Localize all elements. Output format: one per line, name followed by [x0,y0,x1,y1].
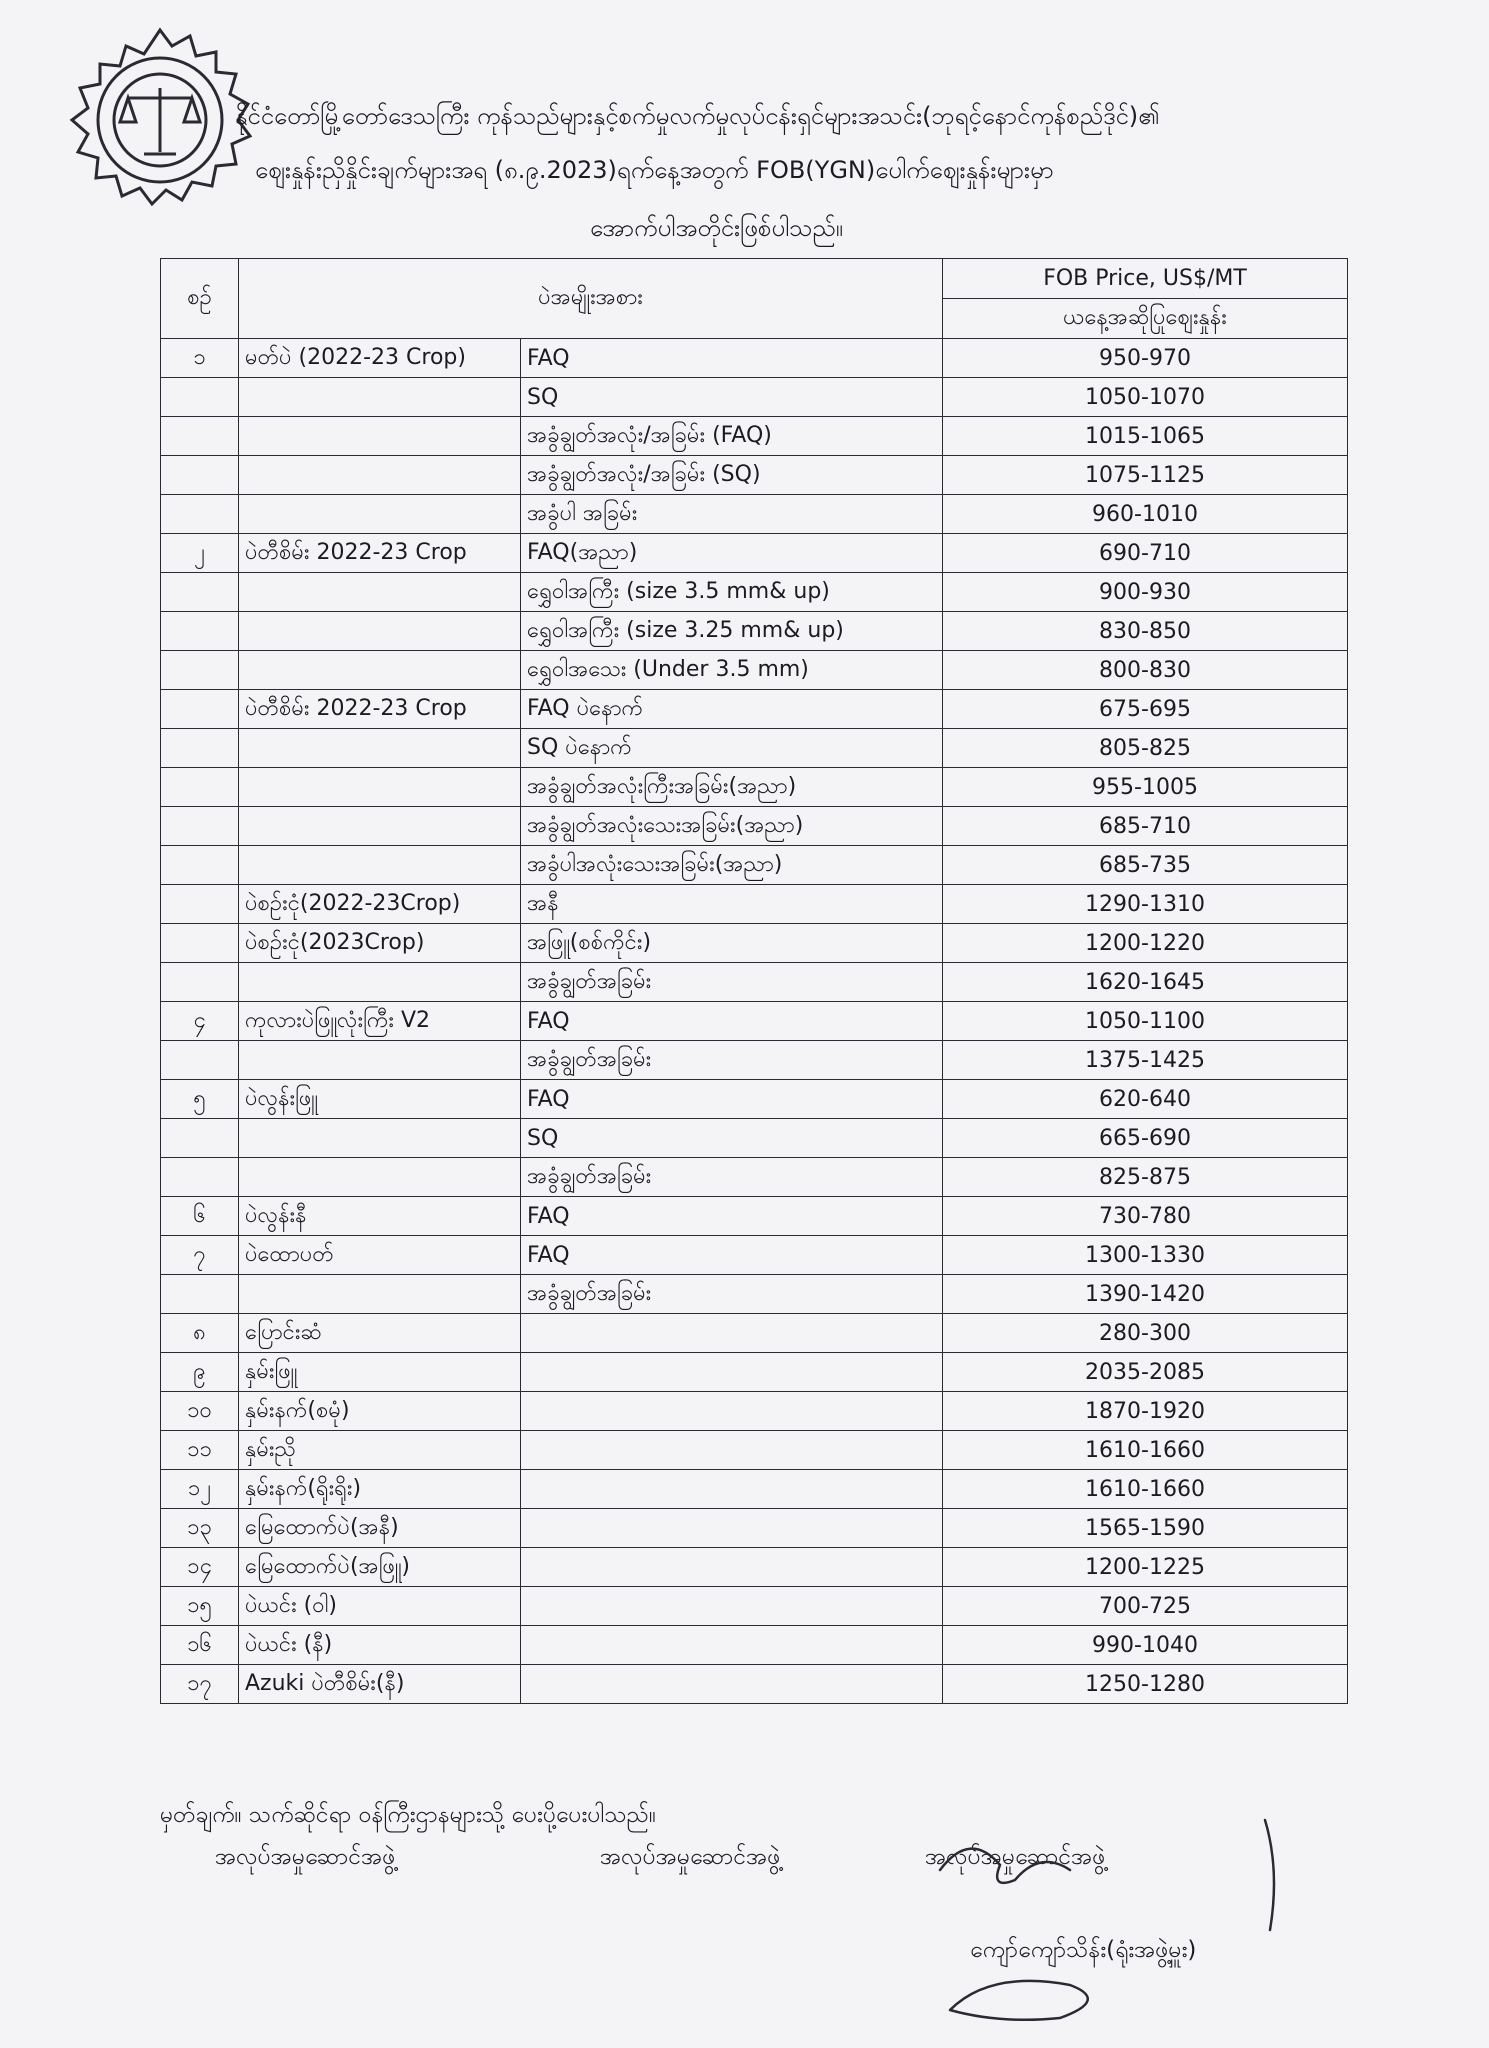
row-number: ၁၀ [161,1392,239,1431]
row-grade: အခွံချွတ်အခြမ်း [521,1158,943,1197]
row-grade [521,1587,943,1626]
row-grade [521,1626,943,1665]
row-grade: အနီ [521,885,943,924]
row-number: ၅ [161,1080,239,1119]
row-price: 1870-1920 [943,1392,1348,1431]
row-item [239,1041,521,1080]
row-item [239,651,521,690]
table-row [161,1158,1348,1197]
table-row [161,495,1348,534]
row-item: နှမ်းညို [239,1431,521,1470]
row-price: 1610-1660 [943,1431,1348,1470]
row-price: 690-710 [943,534,1348,573]
row-grade: FAQ [521,1197,943,1236]
signature-label-2: အလုပ်အမှုဆောင်အဖွဲ့ [600,1844,781,1870]
row-number [161,924,239,963]
row-price: 1250-1280 [943,1665,1348,1704]
row-price: 1015-1065 [943,417,1348,456]
row-price: 1200-1220 [943,924,1348,963]
row-grade: ရွှေဝါအကြီး (size 3.25 mm& up) [521,612,943,651]
table-row [161,1392,1348,1431]
row-price: 280-300 [943,1314,1348,1353]
row-number: ၁၃ [161,1509,239,1548]
row-item: ပြောင်းဆံ [239,1314,521,1353]
row-number: ၁၄ [161,1548,239,1587]
row-grade [521,1548,943,1587]
row-price: 730-780 [943,1197,1348,1236]
row-number: ၁၂ [161,1470,239,1509]
header-line-1: နိုင်ငံတော်မြို့တော်ဒေသကြီး ကုန်သည်များနှင့်စက်မှုလက်မှုလုပ်ငန်းရှင်များအသင်း(ဘုရင့်နောင်ကုန်စည်ဒိုင်)၏ [235,102,1160,130]
row-number [161,846,239,885]
row-item [239,807,521,846]
row-price: 830-850 [943,612,1348,651]
col-header-item: ပဲအမျိုးအစား [239,259,943,339]
row-number: ၉ [161,1353,239,1392]
row-item [239,378,521,417]
row-price: 1200-1225 [943,1548,1348,1587]
row-number [161,807,239,846]
table-row [161,768,1348,807]
table-row [161,1314,1348,1353]
row-price: 805-825 [943,729,1348,768]
table-row [161,417,1348,456]
row-item: ပဲယင်း (ဝါ) [239,1587,521,1626]
table-row [161,729,1348,768]
row-price: 825-875 [943,1158,1348,1197]
row-grade [521,1665,943,1704]
table-row [161,885,1348,924]
row-item: ပဲတီစိမ်း 2022-23 Crop [239,534,521,573]
row-number: ၂ [161,534,239,573]
row-price: 620-640 [943,1080,1348,1119]
row-number [161,573,239,612]
row-number: ၈ [161,1314,239,1353]
table-row [161,1002,1348,1041]
header-line-2: ဈေးနှုန်းညှိနှိုင်းချက်များအရ (၈.၉.2023)ရက်နေ့အတွက် FOB(YGN)ပေါက်ဈေးနှုန်းများမှာ [255,156,1054,184]
table-row [161,1470,1348,1509]
row-item: ပဲထောပတ် [239,1236,521,1275]
row-price: 1565-1590 [943,1509,1348,1548]
row-price: 1050-1070 [943,378,1348,417]
signature-label-3: အလုပ်အမှုဆောင်အဖွဲ့ [925,1844,1106,1870]
row-grade: အခွံပါအလုံးသေးအခြမ်း(အညာ) [521,846,943,885]
row-grade: အခွံချွတ်အခြမ်း [521,963,943,1002]
row-item: နှမ်းဖြူ [239,1353,521,1392]
row-item: ပဲတီစိမ်း 2022-23 Crop [239,690,521,729]
row-number [161,729,239,768]
row-number [161,690,239,729]
row-grade: SQ [521,378,943,417]
row-grade [521,1431,943,1470]
row-number [161,768,239,807]
row-grade [521,1470,943,1509]
row-number [161,1158,239,1197]
table-row [161,1041,1348,1080]
row-price: 800-830 [943,651,1348,690]
row-item: ပဲစဉ်းငုံ(2023Crop) [239,924,521,963]
row-grade: FAQ ပဲနောက် [521,690,943,729]
row-grade: အခွံပါ အခြမ်း [521,495,943,534]
row-grade [521,1509,943,1548]
row-price: 665-690 [943,1119,1348,1158]
row-price: 955-1005 [943,768,1348,807]
row-price: 990-1040 [943,1626,1348,1665]
table-row [161,1509,1348,1548]
row-item: နှမ်းနက်(စမုံ) [239,1392,521,1431]
row-number [161,1275,239,1314]
row-item: ပဲစဉ်းငုံ(2022-23Crop) [239,885,521,924]
row-item [239,1158,521,1197]
row-item [239,573,521,612]
row-price: 950-970 [943,339,1348,378]
row-grade [521,1353,943,1392]
row-number: ၁၇ [161,1665,239,1704]
row-item [239,1119,521,1158]
row-grade: အခွံချွတ်အခြမ်း [521,1275,943,1314]
row-item [239,846,521,885]
row-item: မြေထောက်ပဲ(အနီ) [239,1509,521,1548]
row-grade: SQ ပဲနောက် [521,729,943,768]
row-price: 685-735 [943,846,1348,885]
row-number: ၄ [161,1002,239,1041]
row-item: မြေထောက်ပဲ(အဖြူ) [239,1548,521,1587]
row-item [239,417,521,456]
row-item [239,963,521,1002]
header-line-3: အောက်ပါအတိုင်းဖြစ်ပါသည်။ [590,214,843,242]
row-item: ကုလားပဲဖြူလုံးကြီး V2 [239,1002,521,1041]
row-price: 1290-1310 [943,885,1348,924]
row-grade: အခွံချွတ်အလုံး/အခြမ်း (FAQ) [521,417,943,456]
row-grade: အခွံချွတ်အခြမ်း [521,1041,943,1080]
row-grade: FAQ [521,339,943,378]
table-row [161,1431,1348,1470]
row-number [161,885,239,924]
row-number [161,495,239,534]
table-row [161,1275,1348,1314]
row-price: 900-930 [943,573,1348,612]
row-price: 675-695 [943,690,1348,729]
table-row [161,1236,1348,1275]
table-row [161,378,1348,417]
row-grade: FAQ(အညာ) [521,534,943,573]
row-price: 2035-2085 [943,1353,1348,1392]
table-row [161,573,1348,612]
row-item [239,729,521,768]
row-grade: FAQ [521,1080,943,1119]
table-row [161,534,1348,573]
row-number [161,456,239,495]
table-row [161,1197,1348,1236]
row-grade: FAQ [521,1236,943,1275]
row-grade: ရွှေဝါအသေး (Under 3.5 mm) [521,651,943,690]
table-row [161,1119,1348,1158]
row-price: 1075-1125 [943,456,1348,495]
row-item: နှမ်းနက်(ရိုးရိုး) [239,1470,521,1509]
row-grade: SQ [521,1119,943,1158]
row-price: 1375-1425 [943,1041,1348,1080]
table-row [161,690,1348,729]
row-grade [521,1392,943,1431]
footer-note: မှတ်ချက်။ သက်ဆိုင်ရာ ဝန်ကြီးဌာနများသို့ ပေးပို့ပေးပါသည်။ [160,1802,656,1828]
signature-label-1: အလုပ်အမှုဆောင်အဖွဲ့ [215,1844,396,1870]
col-header-price-sub: ယနေ့အဆိုပြုဈေးနှုန်း [943,299,1348,339]
row-number [161,1119,239,1158]
col-header-no: စဉ် [161,259,239,339]
row-number: ၁ [161,339,239,378]
row-price: 1610-1660 [943,1470,1348,1509]
table-row [161,651,1348,690]
row-item: Azuki ပဲတီစိမ်း(နီ) [239,1665,521,1704]
table-row [161,1626,1348,1665]
row-item [239,612,521,651]
row-number: ၁၁ [161,1431,239,1470]
row-grade: အခွံချွတ်အလုံးကြီးအခြမ်း(အညာ) [521,768,943,807]
row-item: ပဲလွန်းဖြူ [239,1080,521,1119]
table-row [161,456,1348,495]
row-number: ၇ [161,1236,239,1275]
row-price: 1620-1645 [943,963,1348,1002]
row-number [161,651,239,690]
table-row [161,1587,1348,1626]
row-number [161,1041,239,1080]
price-table [160,258,1348,1704]
table-row [161,963,1348,1002]
table-row [161,612,1348,651]
table-row [161,1353,1348,1392]
association-seal [60,22,260,222]
row-price: 960-1010 [943,495,1348,534]
table-row [161,807,1348,846]
row-item: ပဲယင်း (နီ) [239,1626,521,1665]
signatory-name: ကျော်ကျော်သိန်း(ရုံးအဖွဲ့မှူး) [970,1937,1197,1963]
row-number [161,417,239,456]
row-grade: အဖြူ(စစ်ကိုင်း) [521,924,943,963]
table-row [161,924,1348,963]
price-rows [161,339,1348,1704]
row-grade: အခွံချွတ်အလုံးသေးအခြမ်း(အညာ) [521,807,943,846]
table-row [161,339,1348,378]
row-price: 1050-1100 [943,1002,1348,1041]
table-row [161,1665,1348,1704]
row-price: 700-725 [943,1587,1348,1626]
row-number [161,378,239,417]
row-item [239,495,521,534]
row-number [161,963,239,1002]
row-grade: အခွံချွတ်အလုံး/အခြမ်း (SQ) [521,456,943,495]
col-header-price: FOB Price, US$/MT [943,259,1348,299]
row-grade: FAQ [521,1002,943,1041]
row-item [239,768,521,807]
row-number: ၁၆ [161,1626,239,1665]
row-item [239,456,521,495]
row-number [161,612,239,651]
row-item: ပဲလွန်းနီ [239,1197,521,1236]
handwritten-signature [930,1810,1350,2030]
row-price: 685-710 [943,807,1348,846]
row-item: မတ်ပဲ (2022-23 Crop) [239,339,521,378]
row-grade: ရွှေဝါအကြီး (size 3.5 mm& up) [521,573,943,612]
table-row [161,1548,1348,1587]
table-row [161,846,1348,885]
row-item [239,1275,521,1314]
row-grade [521,1314,943,1353]
row-number: ၆ [161,1197,239,1236]
row-number: ၁၅ [161,1587,239,1626]
row-price: 1300-1330 [943,1236,1348,1275]
row-price: 1390-1420 [943,1275,1348,1314]
table-row [161,1080,1348,1119]
